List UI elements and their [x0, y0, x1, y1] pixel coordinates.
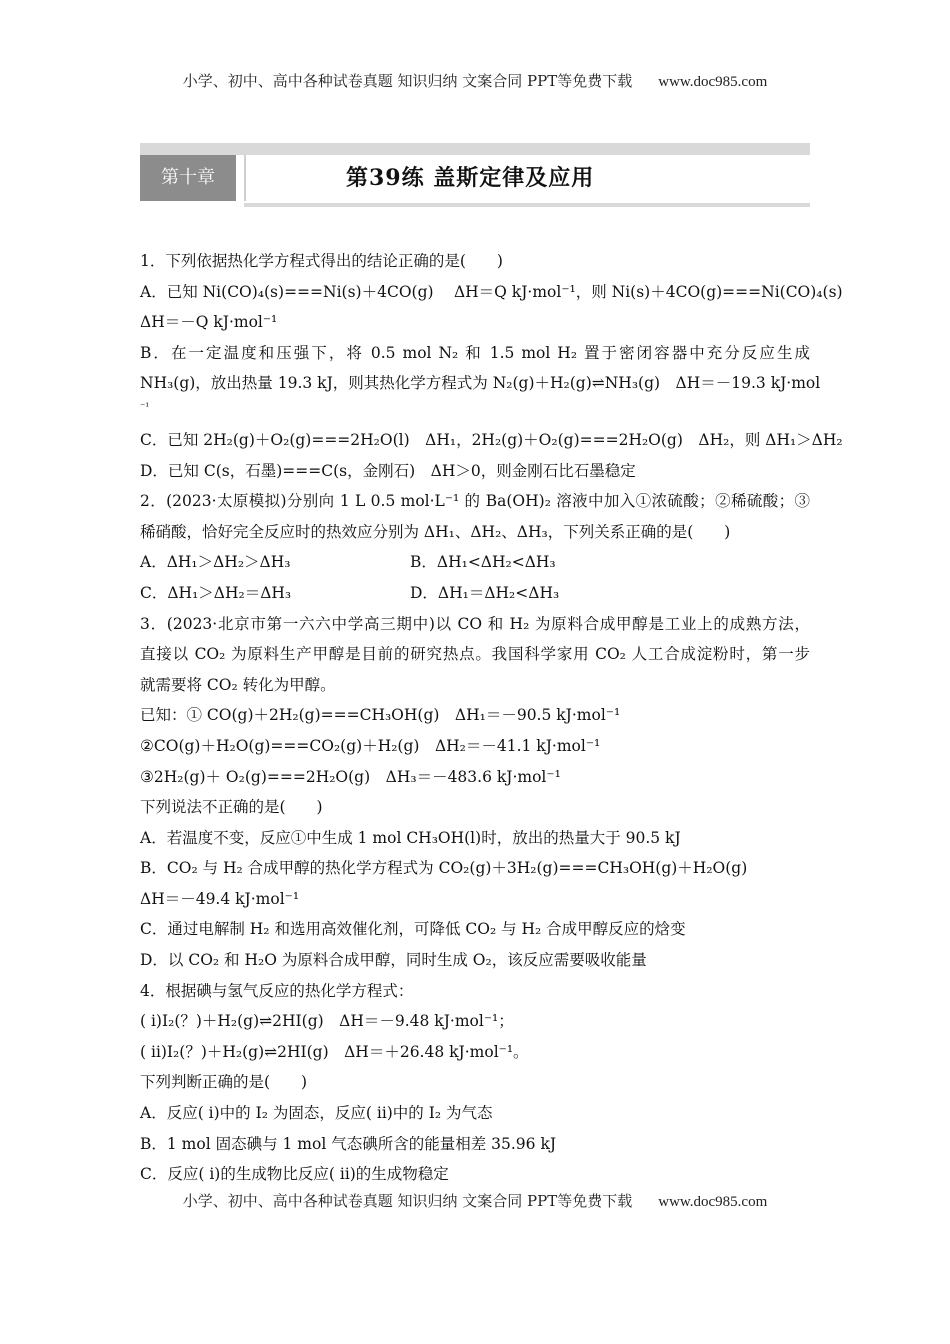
- page-footer: [0, 1190, 950, 1211]
- q3-option-d: D．以 CO₂ 和 H₂O 为原料合成甲醇，同时生成 O₂，该反应需要吸收能量: [140, 951, 647, 970]
- q3-option-b-cont: ΔH＝－49.4 kJ·mol⁻¹: [140, 889, 300, 908]
- q1-option-b-cont2: ⁻¹: [140, 401, 150, 413]
- q1-option-d: D．已知 C(s，石墨)===C(s，金刚石) ΔH＞0，则金刚石比石墨稳定: [140, 461, 636, 480]
- q4-option-b: B．1 mol 固态碘与 1 mol 气态碘所含的能量相差 35.96 kJ: [140, 1134, 557, 1153]
- q1-option-b-cont: NH₃(g)，放出热量 19.3 kJ，则其热化学方程式为 N₂(g)＋H₂(g)⇌NH₃(g) ΔH＝－19.3 kJ·mol: [140, 374, 821, 393]
- q4-stem: 4．根据碘与氢气反应的热化学方程式：: [140, 981, 414, 1000]
- q3-given-1: 已知：① CO(g)＋2H₂(g)===CH₃OH(g) ΔH₁＝－90.5 kJ·mol⁻¹: [140, 706, 621, 725]
- q4-prompt: 下列判断正确的是( ): [140, 1073, 308, 1092]
- q1-option-a-cont: ΔH＝－Q kJ·mol⁻¹: [140, 313, 278, 332]
- q3-option-a: A．若温度不变，反应①中生成 1 mol CH₃OH(l)时，放出的热量大于 90.5 kJ: [140, 828, 681, 847]
- q4-equation-2: ( ⅱ)I₂(？)＋H₂(g)⇌2HI(g) ΔH＝＋26.48 kJ·mol⁻¹。: [140, 1042, 529, 1061]
- header-text: 小学、初中、高中各种试卷真题 知识归纳 文案合同 PPT等免费下载: [182, 72, 633, 90]
- q4-equation-1: ( ⅰ)I₂(？)＋H₂(g)⇌2HI(g) ΔH＝－9.48 kJ·mol⁻¹；: [140, 1012, 514, 1031]
- footer-url[interactable]: www.doc985.com: [658, 1194, 768, 1210]
- q2-option-b: B．ΔH₁<ΔH₂<ΔH₃: [410, 553, 556, 572]
- q3-option-b: B．CO₂ 与 H₂ 合成甲醇的热化学方程式为 CO₂(g)＋3H₂(g)===CH₃OH(g)＋H₂O(g): [140, 859, 748, 878]
- q2-options-row2: [140, 578, 810, 609]
- q1-stem: 1．下列依据热化学方程式得出的结论正确的是( ): [140, 252, 503, 270]
- page-header: [0, 70, 950, 91]
- header-url[interactable]: www.doc985.com: [658, 74, 768, 90]
- q2-stem-cont: 稀硝酸，恰好完全反应时的热效应分别为 ΔH₁、ΔH₂、ΔH₃，下列关系正确的是( ): [140, 522, 731, 541]
- q3-given-3: ③2H₂(g)＋ O₂(g)===2H₂O(g) ΔH₃＝－483.6 kJ·mol⁻¹: [140, 767, 561, 786]
- q1-option-b: B．在一定温度和压强下，将 0.5 mol N₂ 和 1.5 mol H₂ 置于密闭容器中充分反应生成: [140, 343, 810, 362]
- banner-top-stripe: [140, 143, 810, 155]
- q3-given-2: ②CO(g)＋H₂O(g)===CO₂(g)＋H₂(g) ΔH₂＝－41.1 kJ·mol⁻¹: [140, 736, 601, 755]
- q2-option-d: D．ΔH₁＝ΔH₂<ΔH₃: [410, 583, 560, 602]
- q3-prompt: 下列说法不正确的是( ): [140, 798, 323, 817]
- footer-text: 小学、初中、高中各种试卷真题 知识归纳 文案合同 PPT等免费下载: [182, 1192, 633, 1210]
- chapter-label: 第十章: [140, 155, 236, 201]
- q4-option-c: C．反应( ⅰ)的生成物比反应( ⅱ)的生成物稳定: [140, 1165, 449, 1184]
- q3-option-c: C．通过电解制 H₂ 和选用高效催化剂，可降低 CO₂ 与 H₂ 合成甲醇反应的焓变: [140, 920, 686, 939]
- question-content: [140, 246, 843, 1190]
- q3-stem-cont2: 就需要将 CO₂ 转化为甲醇。: [140, 675, 336, 694]
- q3-stem-cont: 直接以 CO₂ 为原料生产甲醇是目前的研究热点。我国科学家用 CO₂ 人工合成淀粉时，第一步: [140, 645, 810, 664]
- q1-option-a: A．已知 Ni(CO)₄(s)===Ni(s)＋4CO(g) ΔH＝Q kJ·mol⁻¹，则 Ni(s)＋4CO(g)===Ni(CO)₄(s): [140, 282, 843, 301]
- q4-option-a: A．反应( ⅰ)中的 I₂ 为固态，反应( ⅱ)中的 I₂ 为气态: [140, 1104, 493, 1123]
- chapter-banner: [140, 143, 810, 211]
- q1-option-c: C．已知 2H₂(g)＋O₂(g)===2H₂O(l) ΔH₁，2H₂(g)＋O₂(g)===2H₂O(g) ΔH₂，则 ΔH₁＞ΔH₂: [140, 430, 843, 449]
- q3-stem: 3．(2023·北京市第一六六中学高三期中)以 CO 和 H₂ 为原料合成甲醇是工业上的成熟方法，: [140, 614, 810, 633]
- q2-options-row1: [140, 547, 810, 578]
- q2-stem: 2．(2023·太原模拟)分别向 1 L 0.5 mol·L⁻¹ 的 Ba(OH)₂ 溶液中加入①浓硫酸；②稀硫酸；③: [140, 492, 810, 511]
- q2-option-a: A．ΔH₁＞ΔH₂＞ΔH₃: [140, 553, 291, 572]
- q2-option-c: C．ΔH₁＞ΔH₂＝ΔH₃: [140, 583, 292, 602]
- banner-bottom-rule: [244, 203, 810, 207]
- page-title: 第39练 盖斯定律及应用: [346, 165, 595, 191]
- title-box: [244, 155, 812, 201]
